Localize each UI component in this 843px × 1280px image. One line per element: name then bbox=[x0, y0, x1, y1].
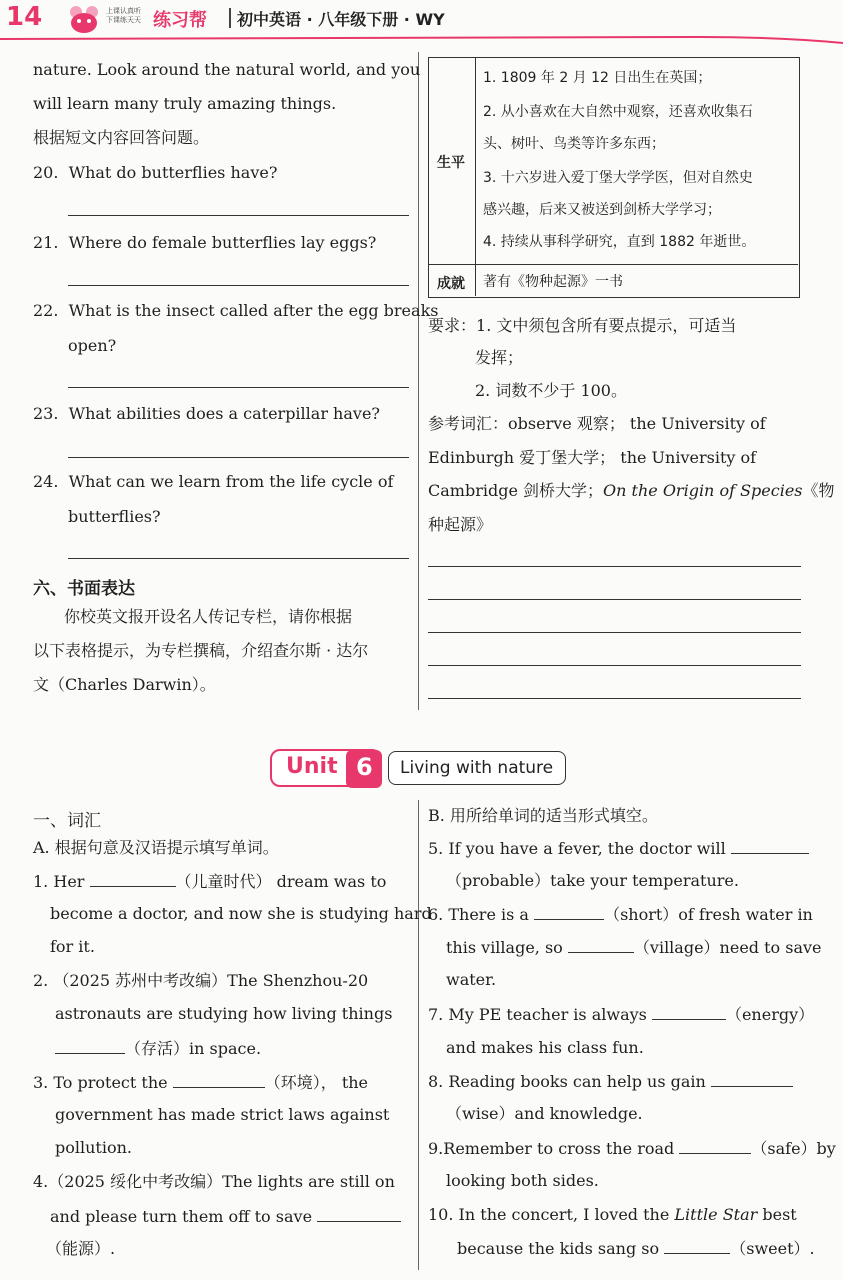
question-6: 6. There is a （short）of fresh water in bbox=[428, 905, 813, 924]
question-23: 23. What abilities does a caterpillar have? bbox=[33, 404, 380, 423]
book-title: 初中英语 · 八年级下册 · WY bbox=[237, 10, 445, 29]
question-1-cont: become a doctor, and now she is studying hard bbox=[50, 904, 432, 923]
header-rule bbox=[0, 33, 843, 45]
darwin-info-table bbox=[428, 57, 800, 298]
table-item: 4. 持续从事科学研究，直到 1882 年逝世。 bbox=[483, 234, 756, 250]
vocab-line: Edinburgh 爱丁堡大学； the University of bbox=[428, 448, 757, 467]
writing-prompt-line: 以下表格提示，为专栏撰稿，介绍查尔斯 · 达尔 bbox=[33, 641, 369, 660]
question-21: 21. Where do female butterflies lay eggs? bbox=[33, 233, 377, 252]
requirement-1: 要求：1. 文中须包含所有要点提示，可适当 bbox=[428, 316, 737, 335]
table-item: 1. 1809 年 2 月 12 日出生在英国； bbox=[483, 70, 712, 86]
header-slogan: 上课认真听 下课练天天 bbox=[106, 7, 141, 24]
table-label-life: 生平 bbox=[437, 155, 465, 171]
brand-logo-icon bbox=[66, 3, 102, 35]
question-20: 20. What do butterflies have? bbox=[33, 163, 278, 182]
question-22: 22. What is the insect called after the egg breaks bbox=[33, 301, 439, 320]
question-1: 1. Her （儿童时代） dream was to bbox=[33, 872, 387, 891]
question-1-cont: for it. bbox=[50, 937, 95, 956]
passage-line: will learn many truly amazing things. bbox=[33, 94, 337, 113]
blank-10[interactable] bbox=[664, 1238, 730, 1254]
blank-3[interactable] bbox=[173, 1072, 265, 1088]
question-24-cont: butterflies? bbox=[68, 507, 161, 526]
unit-number: 6 bbox=[356, 753, 373, 781]
unit-label: Unit bbox=[286, 754, 338, 779]
writing-line[interactable] bbox=[428, 665, 801, 666]
writing-section-title: 六、书面表达 bbox=[33, 579, 135, 599]
writing-line[interactable] bbox=[428, 632, 801, 633]
question-6-cont: this village, so （village）need to save bbox=[446, 938, 822, 957]
vocab-line: Cambridge 剑桥大学；On the Origin of Species《物 bbox=[428, 481, 835, 500]
blank-6b[interactable] bbox=[568, 937, 634, 953]
table-col-divider bbox=[475, 58, 476, 296]
answer-line-20[interactable] bbox=[68, 215, 409, 216]
blank-5[interactable] bbox=[731, 838, 809, 854]
column-divider bbox=[418, 800, 419, 1270]
blank-7[interactable] bbox=[652, 1004, 726, 1020]
blank-2[interactable] bbox=[55, 1038, 125, 1054]
question-2-cont: astronauts are studying how living things bbox=[55, 1004, 393, 1023]
writing-prompt-line: 文（Charles Darwin）。 bbox=[33, 675, 216, 694]
writing-line[interactable] bbox=[428, 599, 801, 600]
question-4-cont: and please turn them off to save bbox=[50, 1206, 401, 1227]
question-5: 5. If you have a fever, the doctor will bbox=[428, 838, 809, 859]
blank-4[interactable] bbox=[317, 1206, 401, 1222]
question-10-cont: because the kids sang so （sweet）. bbox=[457, 1239, 815, 1258]
instruction-text: 根据短文内容回答问题。 bbox=[33, 128, 210, 147]
question-22-cont: open? bbox=[68, 336, 117, 355]
requirement-1-cont: 发挥； bbox=[475, 348, 524, 367]
answer-line-23[interactable] bbox=[68, 457, 409, 458]
table-item: 头、树叶、鸟类等许多东西； bbox=[483, 136, 665, 152]
question-7: 7. My PE teacher is always （energy） bbox=[428, 1005, 815, 1024]
question-6-cont: water. bbox=[446, 970, 497, 989]
blank-1[interactable] bbox=[90, 871, 176, 887]
page-number: 14 bbox=[6, 2, 43, 32]
question-3-cont: pollution. bbox=[55, 1138, 132, 1157]
answer-line-22[interactable] bbox=[68, 387, 409, 388]
answer-line-24[interactable] bbox=[68, 558, 409, 559]
table-item: 感兴趣，后来又被送到剑桥大学学习； bbox=[483, 202, 721, 218]
question-8: 8. Reading books can help us gain bbox=[428, 1071, 793, 1092]
table-row-divider bbox=[429, 264, 798, 265]
part-b-instruction: B. 用所给单词的适当形式填空。 bbox=[428, 806, 658, 825]
writing-prompt-line: 你校英文报开设名人传记专栏，请你根据 bbox=[64, 607, 353, 626]
blank-9[interactable] bbox=[679, 1138, 751, 1154]
vocab-line: 参考词汇：observe 观察； the University of bbox=[428, 414, 766, 433]
table-achievement-value: 著有《物种起源》一书 bbox=[483, 274, 623, 290]
vocab-section-title: 一、词汇 bbox=[33, 811, 101, 831]
question-9: 9.Remember to cross the road （safe）by bbox=[428, 1139, 836, 1158]
vocab-line: 种起源》 bbox=[428, 515, 493, 534]
question-3-cont: government has made strict laws against bbox=[55, 1105, 390, 1124]
table-item: 2. 从小喜欢在大自然中观察，还喜欢收集石 bbox=[483, 104, 753, 120]
passage-line: nature. Look around the natural world, and you bbox=[33, 60, 421, 79]
question-8-cont: （wise）and knowledge. bbox=[446, 1104, 643, 1123]
question-7-cont: and makes his class fun. bbox=[446, 1038, 644, 1057]
unit-title: Living with nature bbox=[400, 758, 554, 778]
writing-line[interactable] bbox=[428, 566, 801, 567]
unit-banner bbox=[270, 747, 570, 791]
part-a-instruction: A. 根据句意及汉语提示填写单词。 bbox=[33, 838, 279, 857]
question-3: 3. To protect the （环境）， the bbox=[33, 1073, 369, 1092]
table-label-achievement: 成就 bbox=[437, 276, 465, 292]
question-5-cont: （probable）take your temperature. bbox=[446, 871, 739, 890]
brand-name: 练习帮 bbox=[153, 10, 207, 31]
writing-line[interactable] bbox=[428, 698, 801, 699]
column-divider bbox=[418, 52, 419, 710]
question-9-cont: looking both sides. bbox=[446, 1171, 599, 1190]
answer-line-21[interactable] bbox=[68, 285, 409, 286]
question-10: 10. In the concert, I loved the Little Star best bbox=[428, 1205, 797, 1224]
question-2-cont: （存活）in space. bbox=[55, 1038, 261, 1059]
question-24: 24. What can we learn from the life cycle of bbox=[33, 472, 394, 491]
requirement-2: 2. 词数不少于 100。 bbox=[475, 381, 627, 400]
question-4: 4.（2025 绥化中考改编）The lights are still on bbox=[33, 1172, 395, 1191]
header-separator bbox=[229, 8, 231, 28]
blank-8[interactable] bbox=[711, 1071, 793, 1087]
blank-6a[interactable] bbox=[534, 904, 604, 920]
question-2: 2. （2025 苏州中考改编）The Shenzhou-20 bbox=[33, 971, 369, 990]
question-4-cont: （能源）. bbox=[46, 1239, 116, 1258]
table-item: 3. 十六岁进入爱丁堡大学学医，但对自然史 bbox=[483, 170, 753, 186]
